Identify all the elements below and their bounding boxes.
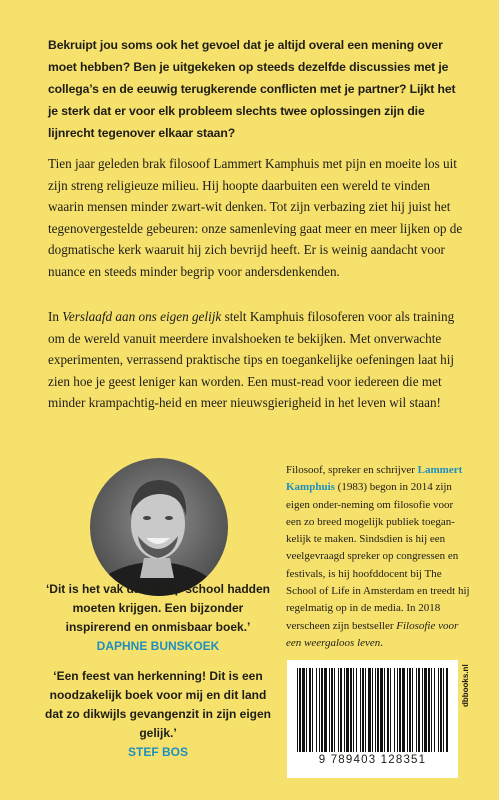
barcode-bar (412, 668, 413, 752)
barcode-bar (306, 668, 307, 752)
author-name: Lammert Kamphuis (286, 464, 463, 494)
barcode-bar (443, 668, 444, 752)
barcode-bar (319, 668, 320, 752)
barcode-bar (338, 668, 339, 752)
barcode-bar (446, 668, 448, 752)
author-bio (286, 462, 470, 652)
intro-paragraph: Bekruipt jou soms ook het gevoel dat je altijd overal een mening over moet hebben? Ben je uitgekeken op steeds dezelfde discussies met je collega’s en de eeuwig terugkerende conflicten met je partner? Lijkt het je sterk dat er voor elk probleem slechts twee oplossingen zijn die lijnrecht tegenover elkaar staan? (48, 38, 456, 140)
barcode-bar (418, 668, 420, 752)
barcode-bar (368, 668, 371, 752)
barcode (287, 660, 458, 778)
bestseller-title: Filosofie voor een weergaloos leven (286, 619, 459, 649)
barcode-bar (424, 668, 427, 752)
quote-text: ‘Een feest van herkenning! Dit is een noodzakelijk boek voor mij en dit land dat zo dikwijls gevangenzit in zijn eigen gelijk.’ (44, 669, 272, 740)
barcode-bar (299, 668, 301, 752)
barcode-bar (431, 668, 432, 752)
author-portrait-icon (90, 458, 228, 596)
barcode-bar (380, 668, 383, 752)
barcode-bar (394, 668, 395, 752)
barcode-bar (372, 668, 373, 752)
bio-text: begon in 2014 zijn eigen onder-neming om filosofie voor een zo breed mogelijk publiek toegan-kelijk te maken. Sindsdien is hij een veelgevraagd spreker op congressen en festivals, is hij hoofddocent bij The School of Life in Amsterdam en treedt hij regelmatig op in de media. In 2018 verscheen zijn bestseller (286, 481, 470, 632)
description-paragraph-2 (48, 306, 466, 414)
review-quote (40, 580, 276, 656)
barcode-bar (312, 668, 313, 752)
book-title: Verslaafd aan ons eigen gelijk (62, 309, 222, 324)
barcode-bar (422, 668, 423, 752)
description-paragraph-1: Tien jaar geleden brak filosoof Lammert Kamphuis met pijn en moeite los uit zijn streng religieuze milieu. Hij hoopte daarbuiten een wereld te vinden waarin mensen minder zwart-wit denken. Tot zijn verbazing ziet hij juist het tegenovergestelde gebeuren: onze samenleving gaat meer en meer lijken op de dogmatische kerk waaruit hij zich bevrijd heeft. Er is weinig aandacht voor nuance en steeds minder begrip voor andersdenkenden. (48, 156, 463, 279)
isbn-number: 9 789403 128351 (318, 754, 427, 766)
barcode-bar (353, 668, 354, 752)
bio-end: . (380, 636, 384, 649)
barcode-bar (377, 668, 379, 752)
barcode-bar (346, 668, 349, 752)
quote-author: STEF BOS (127, 745, 188, 759)
author-photo (90, 458, 228, 596)
barcode-bar (387, 668, 389, 752)
barcode-bar (302, 668, 305, 752)
barcode-bar (324, 668, 327, 752)
barcode-bar (384, 668, 385, 752)
barcode-bar (334, 668, 335, 752)
p2-rest: stelt Kamphuis filosoferen voor als training om de wereld vanuit meerdere invalshoeken te bekijken. Met onverwachte experimenten, verrassend praktische tips en toegankelijke oefeningen laat hij zien hoe je geest leniger kan worden. Een must-read voor iedereen die met minder krampachtig-heid en meer nieuwsgierigheid in het leven wil staan! (48, 309, 455, 410)
publisher-url: dbbooks.nl (461, 664, 470, 707)
barcode-bar (409, 668, 411, 752)
barcode-bars (297, 668, 448, 752)
barcode-bar (350, 668, 352, 752)
barcode-bar (340, 668, 342, 752)
barcode-bar (402, 668, 405, 752)
barcode-bar (416, 668, 417, 752)
barcode-bar (440, 668, 442, 752)
barcode-bar (360, 668, 361, 752)
barcode-bar (356, 668, 357, 752)
barcode-bar (399, 668, 401, 752)
bio-lead: Filosoof, spreker en schrijver (286, 464, 418, 476)
barcode-bar (397, 668, 398, 752)
author-birth-year: (1983) (334, 481, 367, 494)
barcode-bar (365, 668, 366, 752)
barcode-bar (329, 668, 330, 752)
barcode-bar (434, 668, 435, 752)
barcode-bar (344, 668, 345, 752)
barcode-bar (362, 668, 364, 752)
barcode-bar (407, 668, 408, 752)
barcode-bar (390, 668, 391, 752)
barcode-bar (316, 668, 317, 752)
review-quote (40, 667, 276, 762)
barcode-bar (428, 668, 430, 752)
barcode-bar (375, 668, 376, 752)
p2-prefix: In (48, 309, 63, 324)
quote-author: DAPHNE BUNSKOEK (96, 639, 220, 653)
quote-text: ‘Dit is het vak dat we op school hadden moeten krijgen. Een bijzonder inspirerend en onmisbaar boek.’ (45, 582, 271, 634)
barcode-bar (309, 668, 311, 752)
barcode-bar (331, 668, 333, 752)
barcode-bar (321, 668, 323, 752)
barcode-bar (297, 668, 298, 752)
barcode-bar (438, 668, 439, 752)
